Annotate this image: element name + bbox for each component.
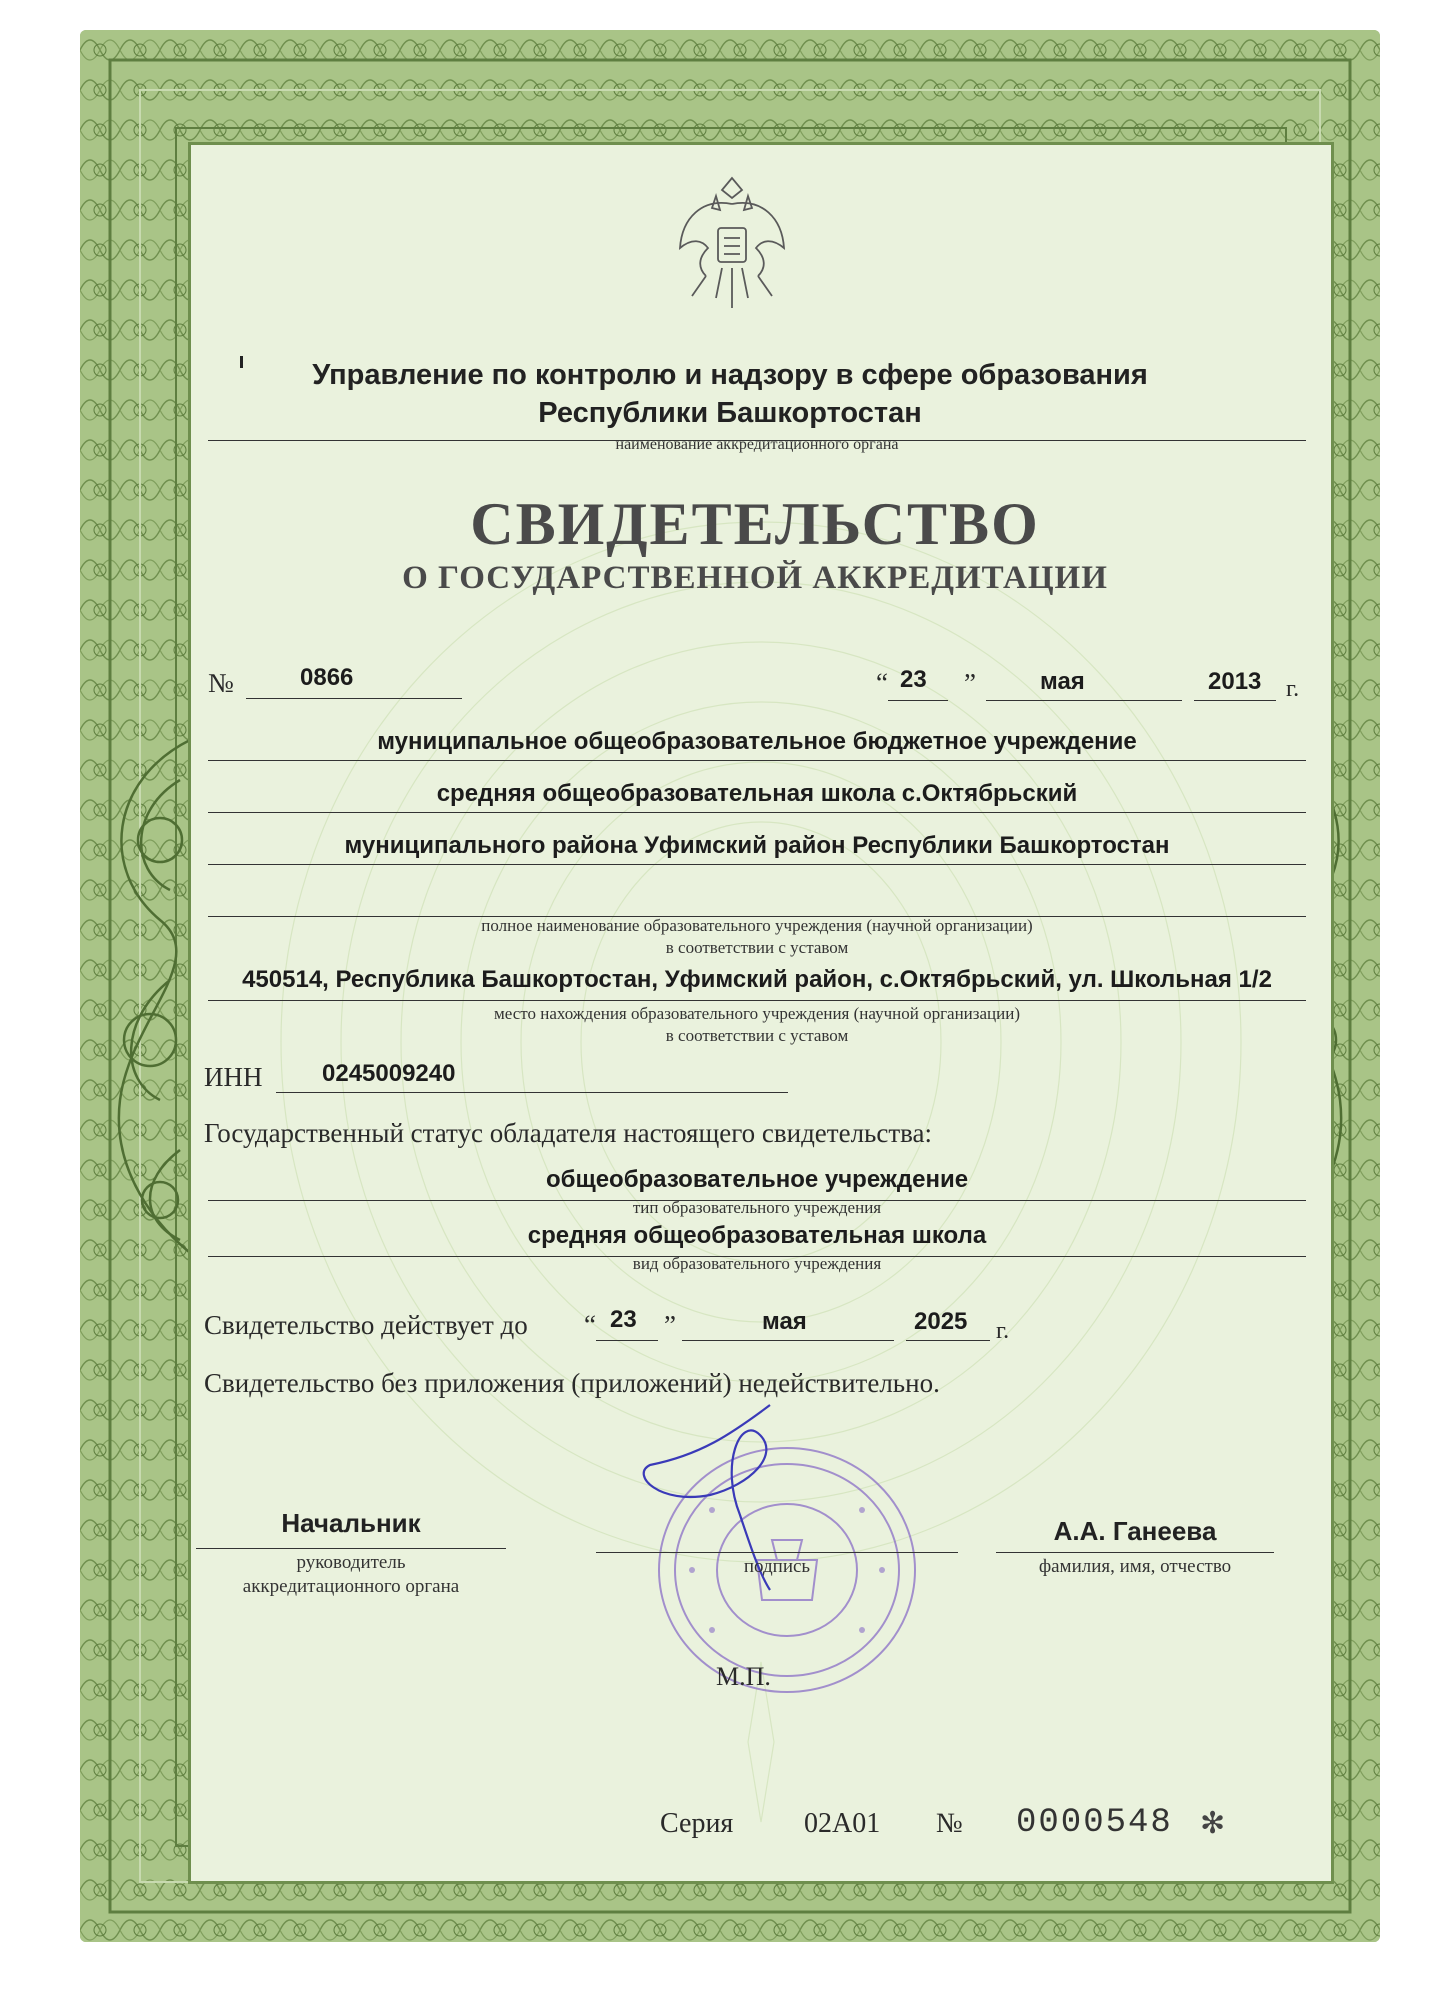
position-caption2: аккредитационного органа [242,1576,460,1597]
certificate-subtitle: О ГОСУДАРСТВЕННОЙ АККРЕДИТАЦИИ [402,560,1108,596]
institution-address-caption1: место нахождения образовательного учреждения (научной организации) [494,1004,1020,1023]
institution-address: 450514, Республика Башкортостан, Уфимский район, с.Октябрьский, ул. Школьная 1/2 [242,966,1272,993]
status-label: Государственный статус обладателя настоящего свидетельства: [204,1118,933,1148]
validity-note: Свидетельство без приложения (приложений) недействительно. [204,1368,940,1398]
coat-of-arms-icon [672,168,792,318]
issue-year: 2013 [1208,668,1262,695]
series-number: 0000548 [1016,1804,1173,1842]
institution-name-line1: муниципальное общеобразовательное бюджетное учреждение [377,728,1137,755]
issue-number-label: № [208,668,234,698]
issue-day: 23 [900,666,927,693]
name-caption: фамилия, имя, отчество [1038,1556,1232,1577]
validity-quote-open: “ [584,1310,596,1340]
stamp-place: М.П. [716,1662,771,1691]
institution-name-caption2: в соответствии с уставом [665,938,849,957]
status-type-value: общеобразовательное учреждение [545,1166,969,1193]
validity-month: мая [762,1308,807,1335]
validity-label: Свидетельство действует до [204,1310,528,1340]
institution-name-caption1: полное наименование образовательного учреждения (научной организации) [481,916,1033,935]
authority-line2: Республики Башкортостан [538,397,922,429]
institution-name-line3: муниципального района Уфимский район Республики Башкортостан [344,832,1170,859]
stray-mark [240,356,243,368]
signatory-position: Начальник [281,1508,421,1538]
authority-line1: Управление по контролю и надзору в сфере образования [312,359,1148,391]
status-type-caption: тип образовательного учреждения [632,1198,882,1217]
series-label: Серия [660,1808,734,1839]
status-kind-value: средняя общеобразовательная школа [527,1222,987,1249]
inn-value: 0245009240 [322,1060,456,1087]
issue-quote-open: “ [876,668,888,698]
signature-caption: подпись [743,1556,811,1577]
issue-year-suffix: г. [1286,676,1300,702]
certificate-title: СВИДЕТЕЛЬСТВО [470,491,1040,557]
institution-address-caption2: в соответствии с уставом [665,1026,849,1045]
issue-quote-close: ” [964,668,976,698]
position-caption1: руководитель [296,1552,406,1573]
validity-year-suffix: г. [996,1318,1010,1344]
validity-day: 23 [610,1306,637,1333]
series-number-label: № [936,1808,963,1839]
series-value: 02А01 [804,1808,881,1839]
issue-number: 0866 [300,664,354,691]
validity-quote-close: ” [664,1310,676,1340]
validity-year: 2025 [914,1308,968,1335]
authority-caption: наименование аккредитационного органа [615,436,899,453]
status-kind-caption: вид образовательного учреждения [632,1254,882,1273]
inn-label: ИНН [204,1062,263,1092]
issue-month: мая [1040,668,1085,695]
signatory-name: А.А. Ганеева [1053,1516,1217,1546]
institution-name-line2: средняя общеобразовательная школа с.Октябрьский [436,780,1078,807]
series-mark-icon: ✻ [1200,1806,1226,1841]
